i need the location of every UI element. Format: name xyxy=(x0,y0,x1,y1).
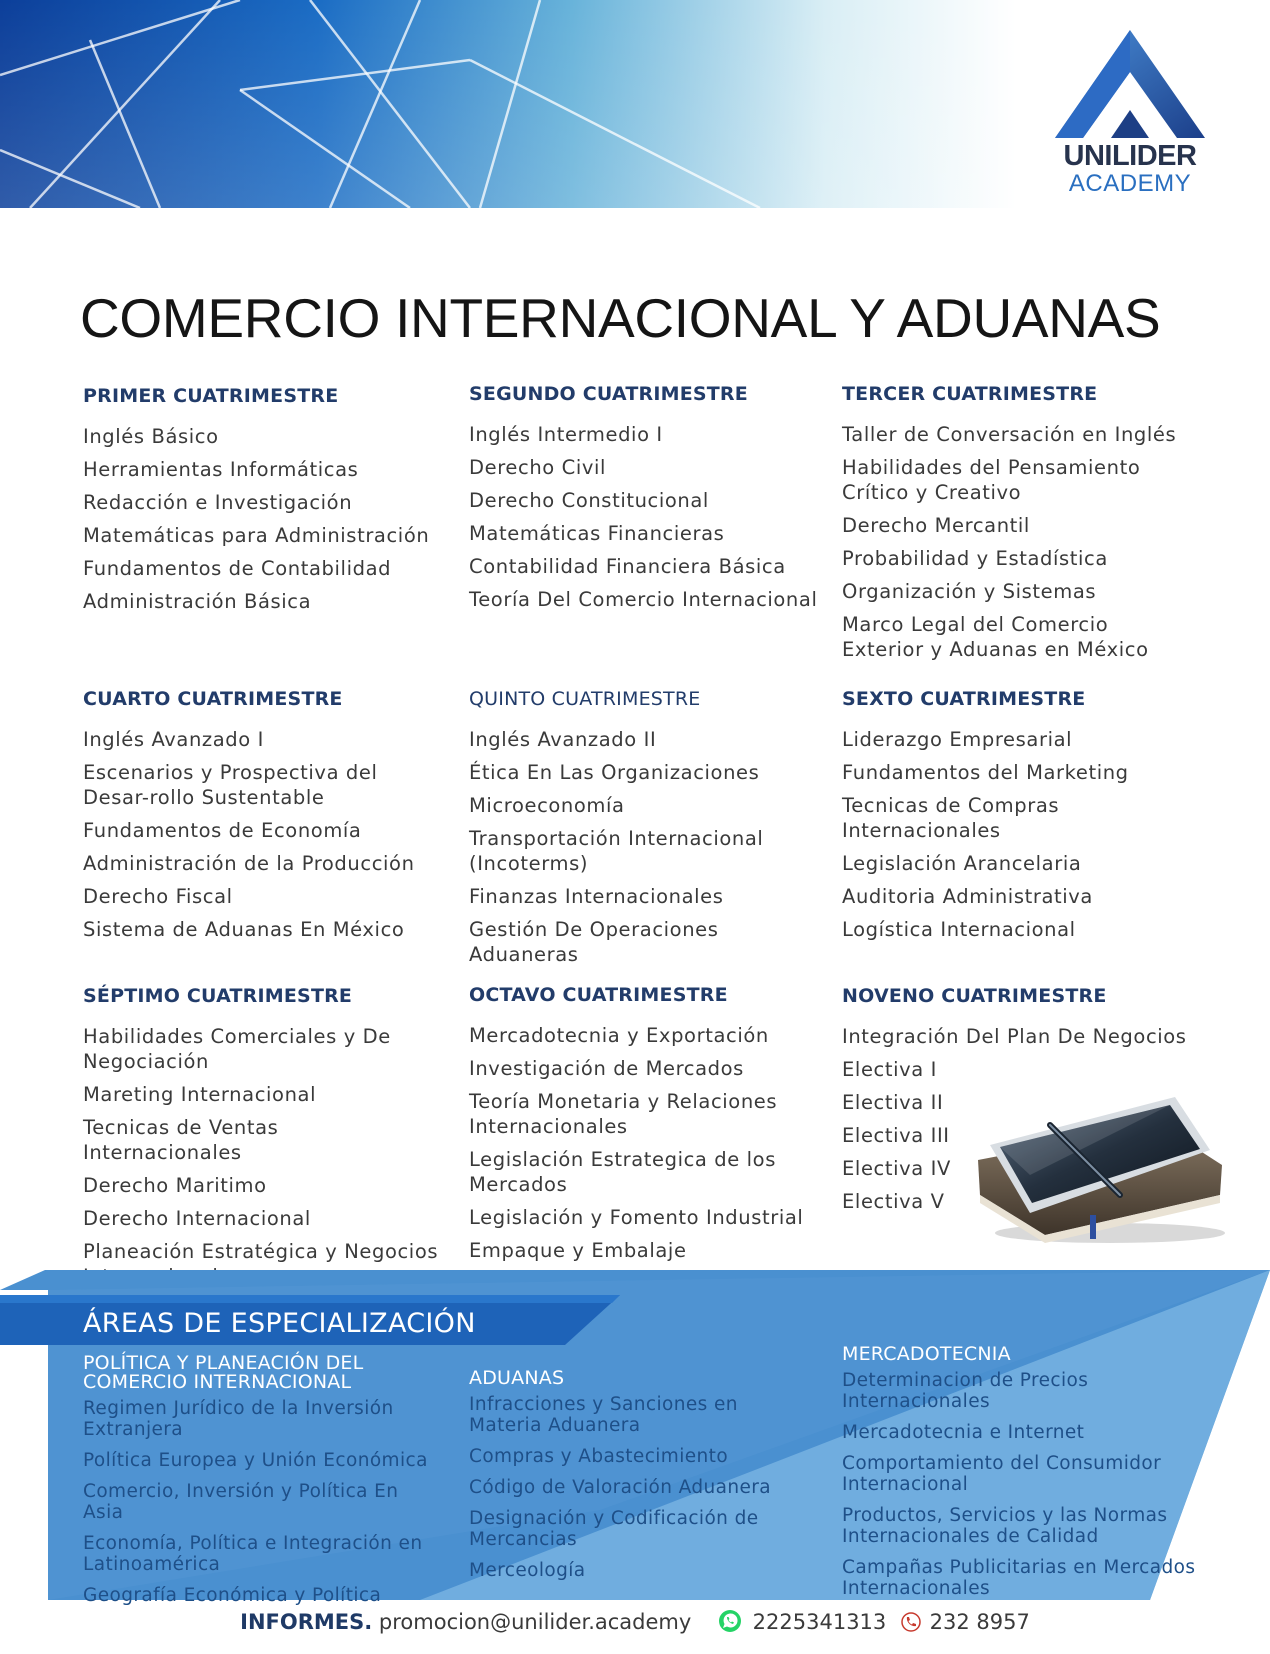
spec-item: Determinacion de Precios Internacionales xyxy=(842,1370,1089,1412)
subject: Taller de Conversación en Inglés xyxy=(842,423,1177,446)
term-title: PRIMER CUATRIMESTRE xyxy=(83,385,339,407)
term-3 xyxy=(842,383,1192,670)
spec-item: Mercadotecnia e Internet xyxy=(842,1422,1085,1443)
term-title: SÉPTIMO CUATRIMESTRE xyxy=(83,985,353,1007)
footer-contact xyxy=(0,1609,1270,1641)
subject: Probabilidad y Estadística xyxy=(842,547,1108,570)
whatsapp-icon xyxy=(718,1609,742,1633)
spec-area-title: MERCADOTECNIA xyxy=(842,1343,1011,1365)
subject: Liderazgo Empresarial xyxy=(842,728,1073,751)
term-5 xyxy=(469,688,804,975)
subject: Redacción e Investigación xyxy=(83,491,353,514)
subject: Inglés Avanzado II xyxy=(469,728,657,751)
subject: Derecho Mercantil xyxy=(842,514,1030,537)
subject: Organización y Sistemas xyxy=(842,580,1097,603)
brand-sub: ACADEMY xyxy=(1068,170,1192,197)
spec-item: Productos, Servicios y las Normas Internacionales de Calidad xyxy=(842,1505,1168,1547)
term-4 xyxy=(83,688,448,950)
spec-item: Economía, Política e Integración en Latinoamérica xyxy=(83,1533,423,1575)
spec-item: Compras y Abastecimiento xyxy=(469,1446,729,1467)
term-title: TERCER CUATRIMESTRE xyxy=(842,383,1098,405)
subject: Legislación Estrategica de los Mercados xyxy=(469,1148,776,1196)
subject: Derecho Civil xyxy=(469,456,607,479)
subject: Electiva III xyxy=(842,1124,950,1147)
term-6 xyxy=(842,688,1142,950)
subject: Administración Básica xyxy=(83,590,312,613)
subject: Herramientas Informáticas xyxy=(83,458,359,481)
footer-label: INFORMES. xyxy=(240,1610,373,1634)
spec-area-3 xyxy=(842,1345,1222,1609)
spec-item: Comportamiento del Consumidor Internacional xyxy=(842,1453,1162,1495)
spec-area-title: ADUANAS xyxy=(469,1367,565,1389)
spec-item: Política Europea y Unión Económica xyxy=(83,1450,428,1471)
term-8 xyxy=(469,984,814,1271)
subject: Tecnicas de Ventas Internacionales xyxy=(83,1116,279,1164)
spec-area-1 xyxy=(83,1354,428,1616)
spec-item: Campañas Publicitarias en Mercados Internacionales xyxy=(842,1557,1196,1599)
spec-item: Regimen Jurídico de la Inversión Extranjera xyxy=(83,1398,394,1440)
term-title: SEXTO CUATRIMESTRE xyxy=(842,688,1086,710)
subject: Electiva I xyxy=(842,1058,937,1081)
subject: Inglés Básico xyxy=(83,425,219,448)
subject: Fundamentos de Contabilidad xyxy=(83,557,392,580)
subject: Logística Internacional xyxy=(842,918,1076,941)
subject: Fundamentos del Marketing xyxy=(842,761,1129,784)
subject: Teoría Monetaria y Relaciones Internacionales xyxy=(469,1090,778,1138)
subject: Derecho Fiscal xyxy=(83,885,233,908)
term-title: SEGUNDO CUATRIMESTRE xyxy=(469,383,748,405)
spec-item: Código de Valoración Aduanera xyxy=(469,1477,772,1498)
subject: Tecnicas de Compras Internacionales xyxy=(842,794,1060,842)
subject: Integración Del Plan De Negocios xyxy=(842,1025,1187,1048)
subject: Finanzas Internacionales xyxy=(469,885,724,908)
subject: Inglés Avanzado I xyxy=(83,728,264,751)
subject: Habilidades Comerciales y De Negociación xyxy=(83,1025,391,1073)
subject: Empaque y Embalaje xyxy=(469,1239,687,1262)
footer-phone[interactable]: 232 8957 xyxy=(929,1610,1030,1634)
term-2 xyxy=(469,383,829,620)
term-title: NOVENO CUATRIMESTRE xyxy=(842,985,1107,1007)
subject: Matemáticas para Administración xyxy=(83,524,430,547)
subject: Electiva II xyxy=(842,1091,944,1114)
subject: Derecho Internacional xyxy=(83,1207,311,1230)
spec-item: Merceología xyxy=(469,1560,586,1581)
term-1 xyxy=(83,385,443,622)
subject: Ética En Las Organizaciones xyxy=(469,761,760,784)
phone-icon xyxy=(901,1612,921,1632)
term-title: QUINTO CUATRIMESTRE xyxy=(469,688,701,710)
subject: Fundamentos de Economía xyxy=(83,819,362,842)
subject: Planeación Estratégica y Negocios xyxy=(83,1240,439,1263)
subject: Auditoria Administrativa xyxy=(842,885,1093,908)
subject: Legislación y Fomento Industrial xyxy=(469,1206,804,1229)
subject: Transportación Internacional (Incoterms) xyxy=(469,827,764,875)
subject: Escenarios y Prospectiva del Desar-rollo Sustentable xyxy=(83,761,378,809)
subject: Teoría Del Comercio Internacional xyxy=(469,588,818,611)
subject: Matemáticas Financieras xyxy=(469,522,725,545)
subject: Electiva IV xyxy=(842,1157,951,1180)
subject: Mareting Internacional xyxy=(83,1083,317,1106)
subject: Marco Legal del Comercio Exterior y Aduanas en México xyxy=(842,613,1149,661)
subject: Sistema de Aduanas En México xyxy=(83,918,405,941)
brand-name: UNILIDER xyxy=(1063,140,1197,172)
spec-area-2 xyxy=(469,1369,814,1591)
footer-whatsapp[interactable]: 2225341313 xyxy=(752,1610,887,1634)
spec-area-title: POLÍTICA Y PLANEACIÓN DEL COMERCIO INTERNACIONAL xyxy=(83,1352,364,1393)
subject: Gestión De Operaciones Aduaneras xyxy=(469,918,719,966)
subject: Derecho Maritimo xyxy=(83,1174,267,1197)
subject: Electiva V xyxy=(842,1190,945,1213)
spec-item: Comercio, Inversión y Política En Asia xyxy=(83,1481,399,1523)
page-title: COMERCIO INTERNACIONAL Y ADUANAS xyxy=(80,287,1161,349)
footer-email[interactable]: promocion@unilider.academy xyxy=(378,1610,692,1634)
header-banner xyxy=(0,0,1270,208)
spec-item: Geografía Económica y Política xyxy=(83,1585,382,1606)
spec-item: Designación y Codificación de Mercancias xyxy=(469,1508,759,1550)
term-title: OCTAVO CUATRIMESTRE xyxy=(469,984,728,1006)
specialization-heading: ÁREAS DE ESPECIALIZACIÓN xyxy=(83,1308,476,1339)
spec-item: Infracciones y Sanciones en Materia Aduanera xyxy=(469,1394,738,1436)
subject: Microeconomía xyxy=(469,794,625,817)
term-7 xyxy=(83,985,443,1297)
subject: Derecho Constitucional xyxy=(469,489,709,512)
subject: Legislación Arancelaria xyxy=(842,852,1082,875)
subject: Mercadotecnia y Exportación xyxy=(469,1024,769,1047)
term-title: CUARTO CUATRIMESTRE xyxy=(83,688,343,710)
subject: Contabilidad Financiera Básica xyxy=(469,555,786,578)
subject: Administración de la Producción xyxy=(83,852,415,875)
subject: Inglés Intermedio I xyxy=(469,423,663,446)
subject: Habilidades del Pensamiento Crítico y Creativo xyxy=(842,456,1141,504)
tablet-illustration xyxy=(970,1085,1230,1245)
subject: Investigación de Mercados xyxy=(469,1057,744,1080)
